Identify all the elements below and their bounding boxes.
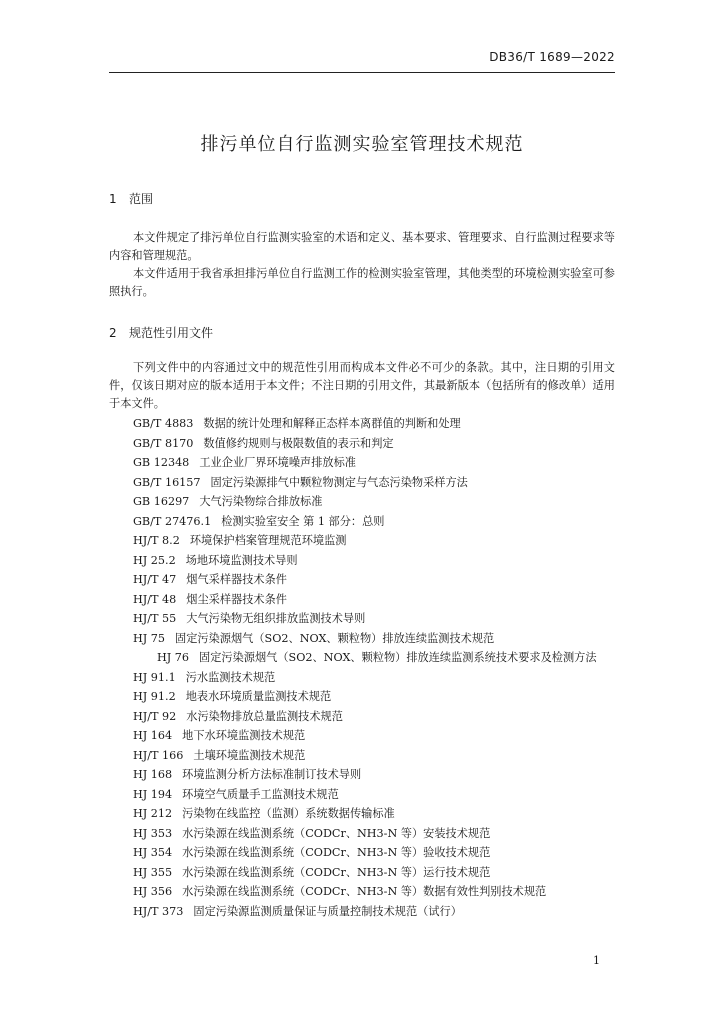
reference-code: HJ 355 [133,865,173,879]
reference-item [109,453,615,473]
reference-item [109,824,615,844]
reference-code: HJ/T 55 [133,612,177,625]
reference-code: HJ/T 48 [133,592,177,606]
reference-title: 固定污染源监测质量保证与质量控制技术规范（试行） [193,904,462,918]
reference-item [109,843,615,863]
reference-item [109,590,615,610]
reference-code: HJ 354 [133,846,173,859]
section-heading-scope [109,190,153,207]
reference-title: 水污染源在线监测系统（CODCr、NH3-N 等）数据有效性判别技术规范 [182,885,547,898]
scope-paragraph-2: 本文件适用于我省承担排污单位自行监测工作的检测实验室管理，其他类型的环境检测实验室可参照执行。 [109,267,615,298]
reference-title: 环境空气质量手工监测技术规范 [182,787,339,801]
reference-code: HJ 356 [133,885,173,898]
reference-title: 固定污染源烟气（SO2、NOX、颗粒物）排放连续监测系统技术要求及检测方法 [199,651,597,664]
reference-item [109,726,615,746]
reference-title: 土壤环境监测技术规范 [193,748,306,762]
scope-paragraph-1: 本文件规定了排污单位自行监测实验室的术语和定义、基本要求、管理要求、自行监测过程要求等内容和管理规范。 [109,231,615,262]
reference-title: 工业企业厂界环境噪声排放标准 [199,456,356,469]
reference-code: GB 16297 [133,495,190,508]
reference-code: HJ 168 [133,768,173,781]
reference-item [109,687,615,707]
reference-code: HJ 212 [133,807,173,820]
reference-title: 污水监测技术规范 [185,670,276,684]
reference-code: GB/T 8170 [133,436,194,450]
reference-title: 污染物在线监控（监测）系统数据传输标准 [182,807,395,820]
reference-item [109,414,615,434]
reference-code: HJ 194 [133,787,173,801]
reference-title: 固定污染源排气中颗粒物测定与气态污染物采样方法 [210,475,468,489]
section-title: 规范性引用文件 [129,326,214,340]
reference-title: 地表水环境质量监测技术规范 [185,690,332,703]
reference-title: 地下水环境监测技术规范 [182,729,306,742]
reference-code: GB 12348 [133,456,190,469]
reference-code: HJ/T 166 [133,748,184,762]
reference-title: 环境监测分析方法标准制订技术导则 [182,768,362,781]
reference-title: 数值修约规则与极限数值的表示和判定 [203,436,394,450]
reference-code: HJ/T 8.2 [133,534,180,547]
reference-code: HJ/T 373 [133,904,184,918]
reference-code: HJ 353 [133,826,173,840]
reference-code: HJ 91.2 [133,690,176,703]
reference-item [109,629,615,649]
reference-item [109,512,615,532]
reference-code: HJ/T 92 [133,709,177,723]
reference-list [109,414,615,921]
reference-item [109,570,615,590]
reference-item [109,804,615,824]
reference-title: 固定污染源烟气（SO2、NOX、颗粒物）排放连续监测技术规范 [175,631,495,645]
reference-title: 烟气采样器技术条件 [186,573,287,586]
section-title: 范围 [129,192,154,206]
reference-code: HJ 25.2 [133,553,176,567]
reference-item [109,434,615,454]
section-heading-normative-references [109,324,213,341]
section-number: 1 [109,192,117,206]
reference-title: 大气污染物综合排放标准 [199,495,323,508]
reference-code: GB/T 27476.1 [133,514,212,528]
reference-code: HJ 164 [133,729,173,742]
reference-title: 烟尘采样器技术条件 [186,592,287,606]
reference-item [109,551,615,571]
reference-item [109,492,615,512]
page-number: 1 [593,954,600,967]
reference-title: 水污染物排放总量监测技术规范 [186,709,343,723]
reference-title: 大气污染物无组织排放监测技术导则 [186,612,366,625]
reference-title: 数据的统计处理和解释正态样本离群值的判断和处理 [203,417,461,430]
reference-title: 环境保护档案管理规范环境监测 [189,534,347,547]
reference-item [109,785,615,805]
reference-code: HJ 75 [133,631,166,645]
reference-item [109,902,615,922]
reference-code: HJ/T 47 [133,573,177,586]
reference-item [109,863,615,883]
references-intro-paragraph: 下列文件中的内容通过文中的规范性引用而构成本文件必不可少的条款。其中，注日期的引用文件，仅该日期对应的版本适用于本文件；不注日期的引用文件，其最新版本（包括所有的修改单）适用于本文件。 [109,361,615,410]
reference-item [109,648,615,668]
reference-code: HJ 91.1 [133,670,176,684]
reference-title: 水污染源在线监测系统（CODCr、NH3-N 等）安装技术规范 [182,826,491,840]
reference-title: 水污染源在线监测系统（CODCr、NH3-N 等）运行技术规范 [182,865,491,879]
reference-title: 水污染源在线监测系统（CODCr、NH3-N 等）验收技术规范 [182,846,491,859]
header-rule [109,72,615,73]
reference-item [109,707,615,727]
reference-item [109,609,615,629]
reference-title: 场地环境监测技术导则 [185,553,298,567]
reference-item [109,473,615,493]
reference-code: GB/T 4883 [133,417,194,430]
reference-title: 检测实验室安全 第 1 部分：总则 [221,514,385,528]
reference-item [109,668,615,688]
reference-item [109,531,615,551]
reference-code: GB/T 16157 [133,475,201,489]
document-title: 排污单位自行监测实验室管理技术规范 [200,134,524,155]
reference-code: HJ 76 [157,651,190,664]
reference-item [109,882,615,902]
header-code: DB36/T 1689—2022 [489,50,615,64]
section-number: 2 [109,326,117,340]
reference-item [109,765,615,785]
reference-item [109,746,615,766]
